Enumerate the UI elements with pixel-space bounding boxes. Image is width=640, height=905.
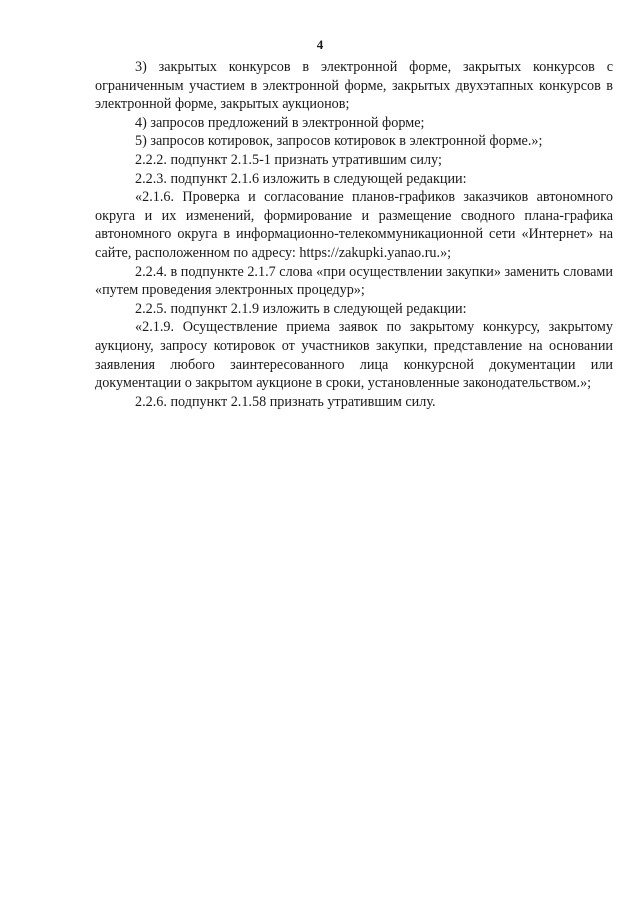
paragraph-item-3-closed-tenders: 3) закрытых конкурсов в электронной форме, закрытых конкурсов с ограниченным участием в электронной форме, закрытых двухэтапных конкурсов в электронной форме, закрытых аукционов; <box>95 59 613 113</box>
page-number: 4 <box>316 37 324 52</box>
paragraph-2-1-6-text: «2.1.6. Проверка и согласование планов-графиков заказчиков автономного округа и их изменений, формирование и размещение сводного плана-графика автономного округа в информационно-телекоммуникационной сети «Интернет» на сайте, расположенном по адресу: https://zakupki.yanao.ru.»; <box>95 189 613 261</box>
paragraph-2-2-5: 2.2.5. подпункт 2.1.9 изложить в следующей редакции: <box>135 300 467 317</box>
paragraph-2-2-3: 2.2.3. подпункт 2.1.6 изложить в следующей редакции: <box>135 170 467 187</box>
paragraph-item-5-requests-for-quotations: 5) запросов котировок, запросов котировок в электронной форме.»; <box>135 133 543 150</box>
paragraph-2-1-9-text: «2.1.9. Осуществление приема заявок по закрытому конкурсу, закрытому аукциону, запросу котировок от участников закупки, представление на основании заявления любого заинтересованного лица конкурсной документации или документации о закрытом аукционе в сроки, установленные законодательством.»; <box>95 319 613 392</box>
paragraph-2-2-4: 2.2.4. в подпункте 2.1.7 слова «при осуществлении закупки» заменить словами «путем проведения электронных процедур»; <box>95 263 613 299</box>
paragraph-2-2-2: 2.2.2. подпункт 2.1.5-1 признать утратившим силу; <box>135 151 442 168</box>
paragraph-item-4-requests-for-proposals: 4) запросов предложений в электронной форме; <box>135 114 425 131</box>
document-body <box>95 58 613 411</box>
paragraph-2-2-6: 2.2.6. подпункт 2.1.58 признать утратившим силу. <box>135 393 436 410</box>
